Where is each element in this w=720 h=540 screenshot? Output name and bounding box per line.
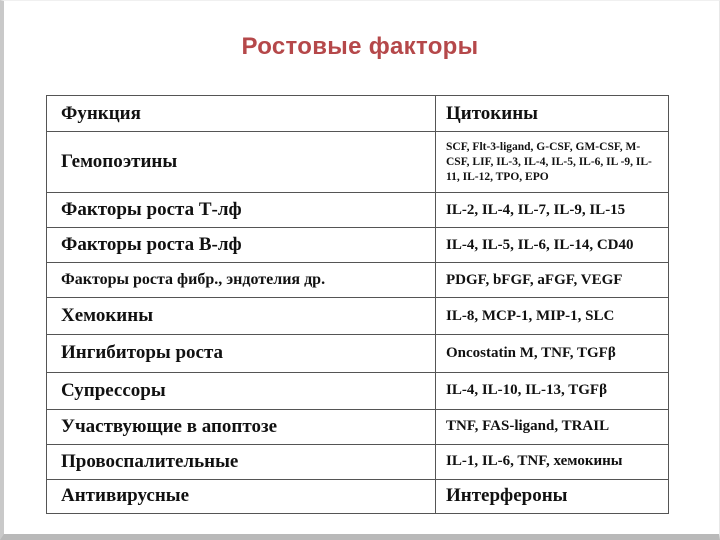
table-row	[47, 298, 669, 335]
row-function: Провоспалительные	[47, 444, 436, 479]
row-cytokines: Интерфероны	[436, 479, 669, 513]
table-row	[47, 372, 669, 409]
row-function: Участвующие в апоптозе	[47, 409, 436, 444]
page-title: Ростовые факторы	[241, 33, 479, 60]
row-cytokines: IL-2, IL-4, IL-7, IL-9, IL-15	[436, 193, 669, 228]
table-row	[47, 132, 669, 193]
row-function: Антивирусные	[47, 479, 436, 513]
row-cytokines: Oncostatin M, TNF, TGFβ	[436, 335, 669, 372]
row-function: Факторы роста фибр., эндотелия др.	[47, 263, 436, 298]
table-row	[47, 335, 669, 372]
table-row	[47, 193, 669, 228]
row-function: Гемопоэтины	[47, 132, 436, 193]
table-row	[47, 263, 669, 298]
growth-factors-table	[46, 95, 669, 514]
row-cytokines: IL-4, IL-10, IL-13, TGFβ	[436, 372, 669, 409]
row-cytokines: TNF, FAS-ligand, TRAIL	[436, 409, 669, 444]
row-function: Супрессоры	[47, 372, 436, 409]
row-cytokines: IL-1, IL-6, TNF, хемокины	[436, 444, 669, 479]
table-row	[47, 228, 669, 263]
row-cytokines: IL-4, IL-5, IL-6, IL-14, CD40	[436, 228, 669, 263]
row-function: Ингибиторы роста	[47, 335, 436, 372]
table-row	[47, 444, 669, 479]
row-function: Факторы роста В-лф	[47, 228, 436, 263]
header-cytokines: Цитокины	[436, 96, 669, 132]
row-cytokines: PDGF, bFGF, aFGF, VEGF	[436, 263, 669, 298]
table-row	[47, 479, 669, 513]
row-function: Хемокины	[47, 298, 436, 335]
row-function: Факторы роста Т-лф	[47, 193, 436, 228]
row-cytokines: SCF, Flt-3-ligand, G-CSF, GM-CSF, M-CSF, LIF, IL-3, IL-4, IL-5, IL-6, IL -9, IL-11, IL-12, TPO, EPO	[436, 132, 669, 193]
table-row	[47, 409, 669, 444]
row-cytokines: IL-8, MCP-1, MIP-1, SLC	[436, 298, 669, 335]
table-header-row	[47, 96, 669, 132]
header-function: Функция	[47, 96, 436, 132]
